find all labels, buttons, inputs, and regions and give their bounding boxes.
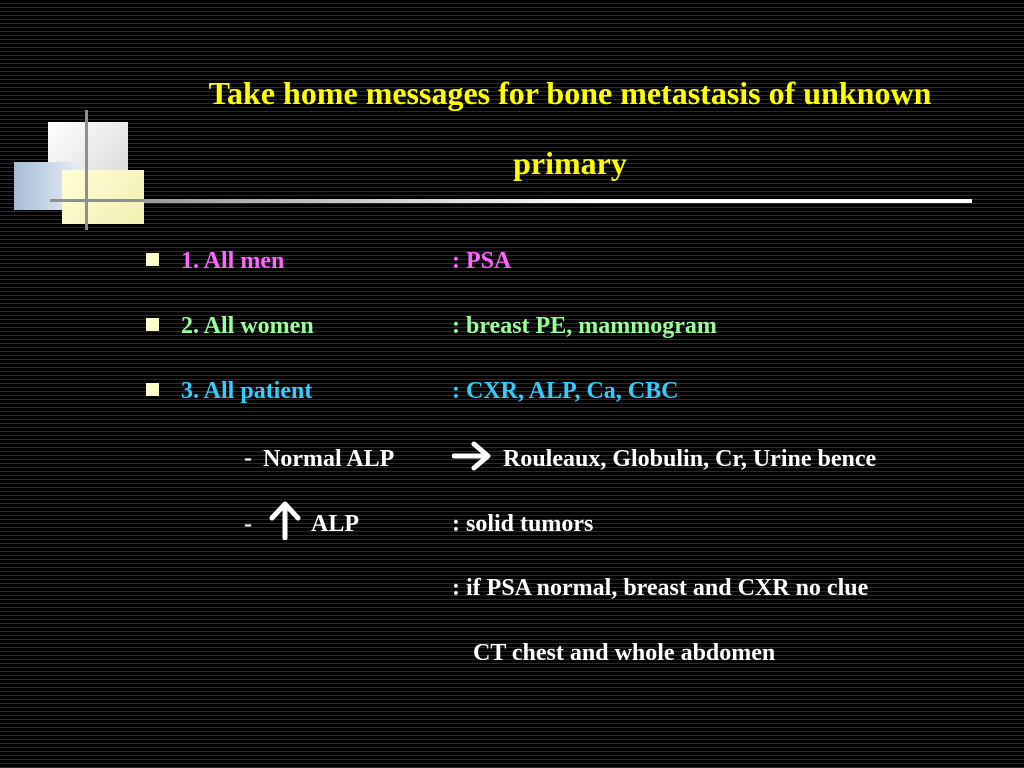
bullet-marker xyxy=(146,318,159,331)
note-line-2: CT chest and whole abdomen xyxy=(473,640,776,666)
slide-title: Take home messages for bone metastasis of unknown primary xyxy=(208,75,932,181)
right-arrow-icon xyxy=(452,440,494,472)
bullet-2-detail: : breast PE, mammogram xyxy=(452,313,717,339)
bullet-1-detail: : PSA xyxy=(452,248,512,274)
bullet-marker xyxy=(146,253,159,266)
up-arrow-icon xyxy=(266,500,304,540)
decor-square-yellow xyxy=(62,170,144,224)
high-alp-label: ALP xyxy=(311,511,359,537)
sub-dash: - xyxy=(244,445,252,471)
normal-alp-result: Rouleaux, Globulin, Cr, Urine bence xyxy=(503,446,877,472)
decor-horizontal-line xyxy=(50,199,145,202)
decor-vertical-line xyxy=(85,110,88,230)
sub-dash: - xyxy=(244,511,252,537)
title-divider xyxy=(144,199,972,203)
normal-alp-label: Normal ALP xyxy=(263,446,395,472)
note-line-1: : if PSA normal, breast and CXR no clue xyxy=(452,575,869,601)
high-alp-result: : solid tumors xyxy=(452,511,594,537)
bullet-2-label: 2. All women xyxy=(181,313,314,339)
bullet-3-label: 3. All patient xyxy=(181,378,313,404)
bullet-marker xyxy=(146,383,159,396)
bullet-1-label: 1. All men xyxy=(181,248,285,274)
bullet-3-detail: : CXR, ALP, Ca, CBC xyxy=(452,378,679,404)
